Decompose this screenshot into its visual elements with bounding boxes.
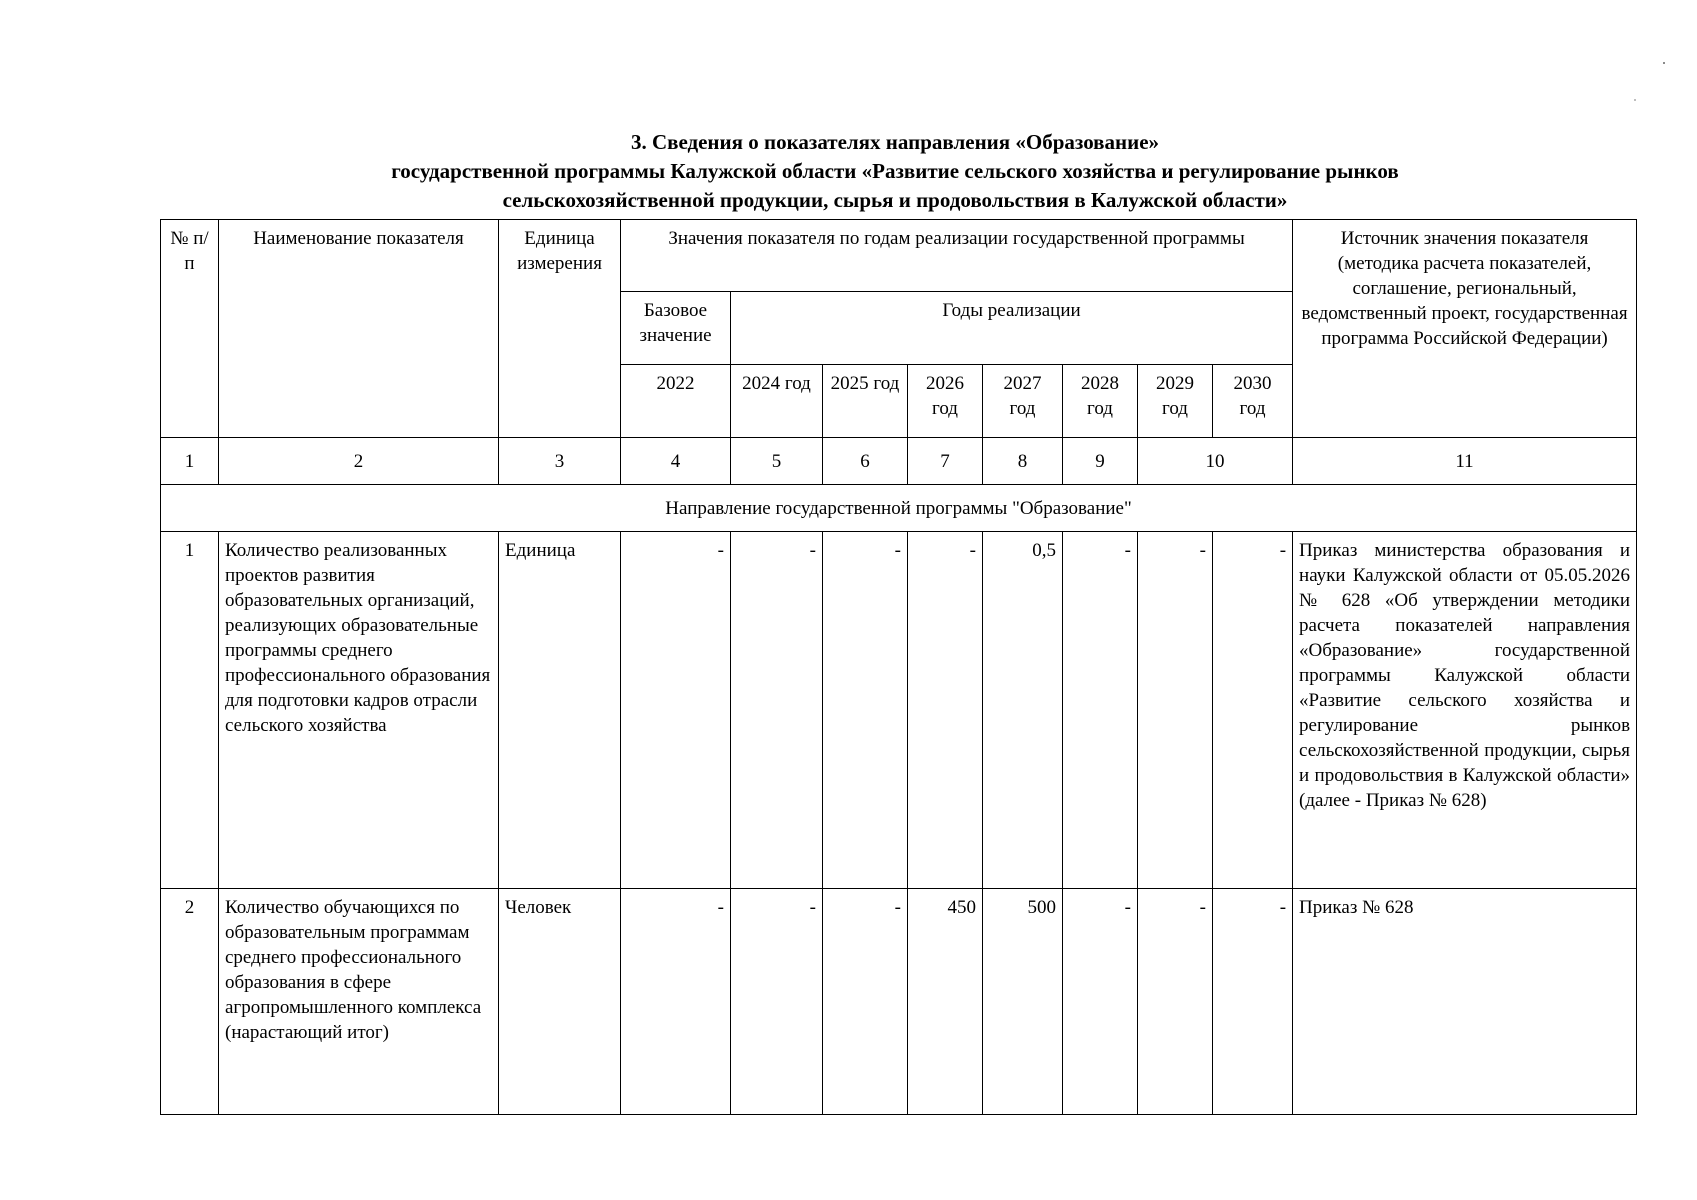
indicator-unit: Единица <box>499 532 621 889</box>
scan-dot <box>1634 99 1636 101</box>
column-number: 11 <box>1293 438 1637 485</box>
indicator-source: Приказ министерства образования и науки Калужской области от 05.05.2026 № 628 «Об утверждении методики расчета показателей направления «Образование» государственной программы Калужской области «Развитие сельского хозяйства и регулирование рынков сельскохозяйственной продукции, сырья и продовольствия в Калужской области» (далее - Приказ № 628) <box>1293 532 1637 889</box>
header-years-group: Годы реализации <box>731 292 1293 365</box>
header-num: № п/п <box>161 220 219 438</box>
section-title: Направление государственной программы "Образование" <box>161 485 1637 532</box>
title-line-3: сельскохозяйственной продукции, сырья и продовольствия в Калужской области» <box>502 188 1288 212</box>
column-number: 9 <box>1063 438 1138 485</box>
document-title <box>150 128 1640 215</box>
indicator-source: Приказ № 628 <box>1293 889 1637 1115</box>
year-value: 500 <box>983 889 1063 1115</box>
column-number: 5 <box>731 438 823 485</box>
base-value: - <box>621 889 731 1115</box>
column-number: 4 <box>621 438 731 485</box>
header-year: 2029 год <box>1138 365 1213 438</box>
header-name: Наименование показателя <box>219 220 499 438</box>
column-number: 2 <box>219 438 499 485</box>
table-row <box>161 532 1637 889</box>
section-row <box>161 485 1637 532</box>
row-num: 2 <box>161 889 219 1115</box>
header-unit: Единица измерения <box>499 220 621 438</box>
column-number: 10 <box>1138 438 1293 485</box>
year-value: 0,5 <box>983 532 1063 889</box>
indicators-table <box>160 219 1637 1115</box>
column-number: 3 <box>499 438 621 485</box>
indicator-name: Количество обучающихся по образовательным программам среднего профессионального образования в сфере агропромышленного комплекса (нарастающий итог) <box>219 889 499 1115</box>
header-year: 2024 год <box>731 365 823 438</box>
scan-dot <box>1663 62 1665 64</box>
column-number: 7 <box>908 438 983 485</box>
row-num: 1 <box>161 532 219 889</box>
year-value: - <box>731 889 823 1115</box>
indicator-unit: Человек <box>499 889 621 1115</box>
title-line-1: 3. Сведения о показателях направления «Образование» <box>630 130 1160 154</box>
table-row <box>161 889 1637 1115</box>
column-number: 1 <box>161 438 219 485</box>
indicator-name: Количество реализованных проектов развития образовательных организаций, реализующих образовательные программы среднего профессионального образования для подготовки кадров отрасли сельского хозяйства <box>219 532 499 889</box>
header-values-group: Значения показателя по годам реализации государственной программы <box>621 220 1293 292</box>
year-value: - <box>823 889 908 1115</box>
header-source: Источник значения показателя (методика расчета показателей, соглашение, региональный, ведомственный проект, государственная программа Российской Федерации) <box>1293 220 1637 438</box>
year-value: - <box>823 532 908 889</box>
year-value: - <box>1213 532 1293 889</box>
header-row-1 <box>161 220 1637 292</box>
year-value: - <box>908 532 983 889</box>
column-number: 6 <box>823 438 908 485</box>
year-value: - <box>1063 889 1138 1115</box>
title-line-2: государственной программы Калужской области «Развитие сельского хозяйства и регулирование рынков <box>391 159 1399 183</box>
header-year: 2025 год <box>823 365 908 438</box>
column-numbers-row <box>161 438 1637 485</box>
column-number: 8 <box>983 438 1063 485</box>
year-value: 450 <box>908 889 983 1115</box>
header-year: 2027 год <box>983 365 1063 438</box>
year-value: - <box>1138 532 1213 889</box>
year-value: - <box>1213 889 1293 1115</box>
year-value: - <box>731 532 823 889</box>
header-year: 2026 год <box>908 365 983 438</box>
header-base-year: 2022 <box>621 365 731 438</box>
header-base: Базовое значение <box>621 292 731 365</box>
year-value: - <box>1063 532 1138 889</box>
header-year: 2028 год <box>1063 365 1138 438</box>
header-year: 2030 год <box>1213 365 1293 438</box>
year-value: - <box>1138 889 1213 1115</box>
base-value: - <box>621 532 731 889</box>
